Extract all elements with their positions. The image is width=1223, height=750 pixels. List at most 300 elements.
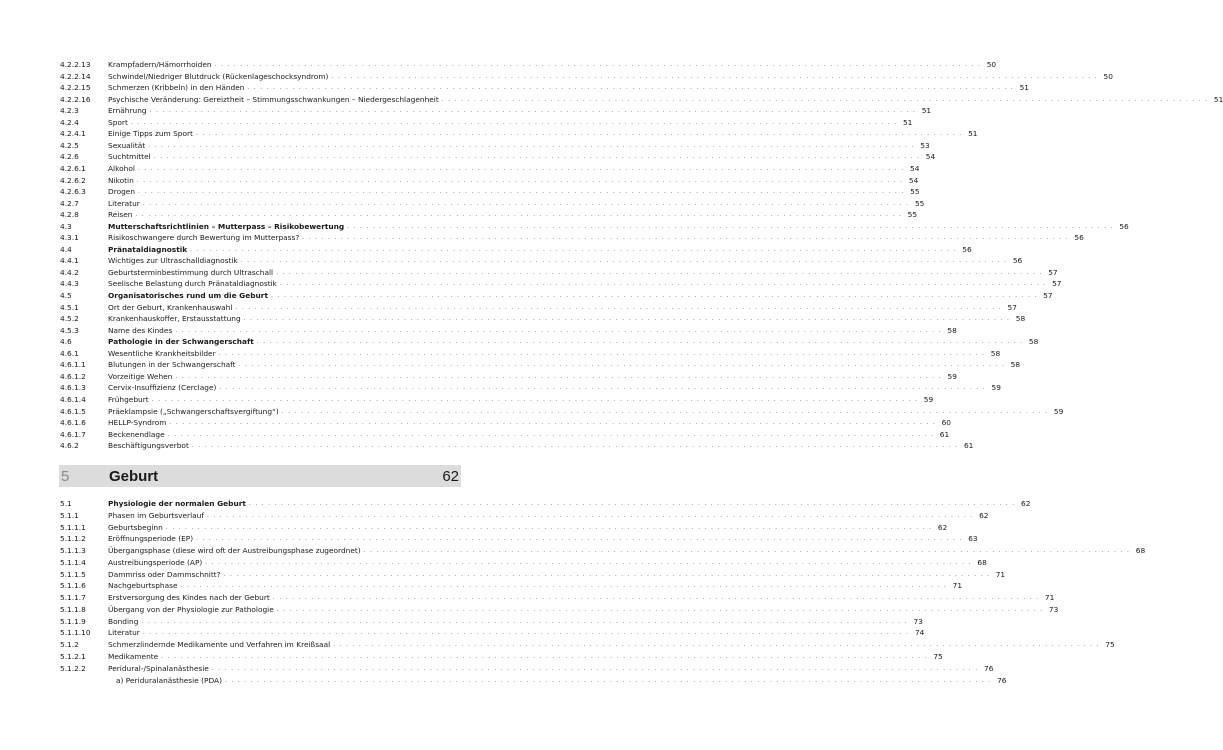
toc-entry-title: Blutungen in der Schwangerschaft <box>108 360 236 370</box>
toc-entry-page: 59 <box>991 383 1001 393</box>
toc-entry-title: Cervix-Insuffizienz (Cerclage) <box>108 383 217 393</box>
toc-entry-number: 4.2.3 <box>60 106 79 116</box>
toc-entry-page: 54 <box>908 175 919 185</box>
toc-entry-title: Beckenendlage <box>108 429 165 439</box>
toc-entry-number: 5.1.1.4 <box>60 557 86 567</box>
toc-entry <box>60 198 925 209</box>
toc-entry-number: 4.4.1 <box>60 256 79 266</box>
toc-entry-page: 54 <box>925 152 936 162</box>
toc-entry-number: 4.2.8 <box>60 210 79 220</box>
toc-entry-page: 54 <box>910 163 920 173</box>
chapter-number: 5 <box>61 467 70 485</box>
dot-leader: . . . . . . . . . . . . . . . . . . . . . . . . . . . . . . . . . . . . . . . . . . . . . . . . . . . . . . . . . . . . . . . . . . . . . . . . . . . . . . . . . . . . . . . . . . . . . . . . . . . . . . . . . . . . . . . . . . . . . . . . <box>151 395 919 403</box>
dot-leader: . . . . . . . . . . . . . . . . . . . . . . . . . . . . . . . . . . . . . . . . . . . . . . . . . . . . . . . . . . . . . . . . . . . . . . . . . . . . . . . . . . . . . . . . . . . . . . . . . . . . . . . . . . . . . . . . . . . . . . . . <box>256 338 1024 346</box>
toc-entry-body <box>108 510 989 521</box>
toc-entry-page: 71 <box>1044 593 1055 603</box>
toc-entry-number: 4.3 <box>60 221 72 231</box>
toc-entry-title: Psychische Veränderung: Gereiztheit – Stimmungsschwankungen – Niedergeschlagenheit <box>108 94 439 104</box>
toc-entry <box>60 371 957 382</box>
toc-entry-body <box>108 210 918 220</box>
toc-entry-page: 50 <box>1103 71 1113 81</box>
toc-entry-page: 74 <box>914 628 925 638</box>
toc-entry <box>60 152 936 162</box>
toc-entry <box>60 256 1023 266</box>
toc-entry-title: Frühgeburt <box>108 394 149 404</box>
chapter-title: Geburt <box>109 467 159 485</box>
toc-entry <box>60 267 1058 278</box>
toc-entry-title: Risikoschwangere durch Bewertung im Mutterpass? <box>108 233 300 243</box>
toc-entry-number: 4.6.1 <box>60 348 79 358</box>
toc-entry-title: Einige Tipps zum Sport <box>108 129 193 139</box>
toc-entry-page: 56 <box>1119 221 1129 231</box>
toc-entry-body <box>108 314 1026 324</box>
toc-entry-page: 51 <box>1019 83 1029 93</box>
toc-entry <box>60 418 951 428</box>
toc-entry-number: 5.1.1.3 <box>60 546 86 556</box>
toc-entry-page: 55 <box>914 198 925 208</box>
toc-entry-body <box>108 534 978 544</box>
toc-entry-title: Physiologie der normalen Geburt <box>108 499 246 508</box>
toc-entry-page: 51 <box>902 117 913 127</box>
chapter-page: 62 <box>442 467 459 485</box>
toc-entry-number: 4.6.1.7 <box>60 429 86 439</box>
toc-entry-body <box>108 371 957 382</box>
toc-entry <box>60 616 923 627</box>
toc-entry-body <box>108 244 972 255</box>
toc-entry-body <box>108 198 925 209</box>
toc-entry-page: 62 <box>937 522 948 532</box>
dot-leader: . . . . . . . . . . . . . . . . . . . . . . . . . . . . . . . . . . . . . . . . . . . . . . . . . . . . . . . . . . . . . . . . . . . . . . . . . . . . . . . . . . . . . . . . . . . . . . . . . . . . . . . . . . . . . . . . . . . . . . . . <box>363 547 1131 555</box>
toc-entry-number: 4.4.3 <box>60 279 79 289</box>
toc-entry <box>60 640 1115 650</box>
toc-entry-page: 56 <box>962 244 972 254</box>
toc-entry-body <box>108 129 978 139</box>
toc-entry-title: Dammriss oder Dammschnitt? <box>108 569 221 579</box>
toc-entry-title: Präeklampsie („Schwangerschaftsvergiftung“) <box>108 406 279 416</box>
toc-entry-body <box>108 593 1055 603</box>
dot-leader: . . . . . . . . . . . . . . . . . . . . . . . . . . . . . . . . . . . . . . . . . . . . . . . . . . . . . . . . . . . . . . . . . . . . . . . . . . . . . . . . . . . . . . . . . . . . . . . . . . . . . . . . . . . . . . . . . . . . . . . . <box>235 303 1002 311</box>
dot-leader: . . . . . . . . . . . . . . . . . . . . . . . . . . . . . . . . . . . . . . . . . . . . . . . . . . . . . . . . . . . . . . . . . . . . . . . . . . . . . . . . . . . . . . . . . . . . . . . . . . . . . . . . . . . . . . . . . . . . . . . . <box>190 245 957 253</box>
toc-entry-number: 4.2.6.1 <box>60 163 86 173</box>
toc-entry <box>60 663 994 674</box>
toc-entry-page: 53 <box>920 140 930 150</box>
toc-entry-body <box>108 569 1006 580</box>
toc-entry-title: Drogen <box>108 187 136 197</box>
toc-entry-title: a) Periduralanästhesie (PDA) <box>116 675 222 685</box>
toc-entry-body <box>116 675 1007 686</box>
toc-entry-number: 4.6.1.5 <box>60 406 86 416</box>
toc-entry-title: Übergang von der Physiologie zur Pathologie <box>108 604 274 614</box>
toc-entry-page: 57 <box>1043 291 1053 300</box>
toc-entry-number: 4.6.1.1 <box>60 360 86 370</box>
toc-entry-number: 4.2.6 <box>60 152 79 162</box>
toc-entry <box>60 302 1017 313</box>
toc-entry-page: 50 <box>986 60 997 69</box>
toc-entry <box>60 593 1055 603</box>
toc-entry-page: 75 <box>1105 640 1115 650</box>
toc-entry-title: Suchtmittel <box>108 152 151 162</box>
dot-leader: . . . . . . . . . . . . . . . . . . . . . . . . . . . . . . . . . . . . . . . . . . . . . . . . . . . . . . . . . . . . . . . . . . . . . . . . . . . . . . . . . . . . . . . . . . . . . . . . . . . . . . . . . . . . . . . . . . . . . . . . <box>271 292 1038 299</box>
toc-entry-page: 51 <box>1213 94 1223 104</box>
dot-leader: . . . . . . . . . . . . . . . . . . . . . . . . . . . . . . . . . . . . . . . . . . . . . . . . . . . . . . . . . . . . . . . . . . . . . . . . . . . . . . . . . . . . . . . . . . . . . . . . . . . . . . . . . . . . . . . . . . . . . . . . <box>281 407 1049 415</box>
toc-entry-title: Schmerzen (Kribbeln) in den Händen <box>108 83 245 93</box>
dot-leader: . . . . . . . . . . . . . . . . . . . . . . . . . . . . . . . . . . . . . . . . . . . . . . . . . . . . . . . . . . . . . . . . . . . . . . . . . . . . . . . . . . . . . . . . . . . . . . . . . . . . . . . . . . . . . . . . . . . . . . . . <box>196 535 963 543</box>
toc-entry-title: Krankenhauskoffer, Erstausstattung <box>108 314 241 324</box>
dot-leader: . . . . . . . . . . . . . . . . . . . . . . . . . . . . . . . . . . . . . . . . . . . . . . . . . . . . . . . . . . . . . . . . . . . . . . . . . . . . . . . . . . . . . . . . . . . . . . . . . . . . . . . . . . . . . . . . . . . . . . . . <box>240 257 1008 265</box>
toc-entry-number: 4.6.1.2 <box>60 371 86 381</box>
toc-entry-body <box>108 71 1113 82</box>
toc-entry <box>60 94 1223 105</box>
toc-entry-body <box>108 302 1017 313</box>
toc-entry-number: 4.2.4 <box>60 117 79 127</box>
dot-leader: . . . . . . . . . . . . . . . . . . . . . . . . . . . . . . . . . . . . . . . . . . . . . . . . . . . . . . . . . . . . . . . . . . . . . . . . . . . . . . . . . . . . . . . . . . . . . . . . . . . . . . . . . . . . . . . . . . . . . . . . <box>175 326 942 334</box>
toc-entry-page: 63 <box>968 534 978 544</box>
toc-entry-page: 76 <box>984 663 994 673</box>
toc-entry-title: Eröffnungsperiode (EP) <box>108 534 194 544</box>
toc-entry-page: 59 <box>947 371 957 381</box>
dot-leader: . . . . . . . . . . . . . . . . . . . . . . . . . . . . . . . . . . . . . . . . . . . . . . . . . . . . . . . . . . . . . . . . . . . . . . . . . . . . . . . . . . . . . . . . . . . . . . . . . . . . . . . . . . . . . . . . . . . . . . . . <box>142 199 910 207</box>
dot-leader: . . . . . . . . . . . . . . . . . . . . . . . . . . . . . . . . . . . . . . . . . . . . . . . . . . . . . . . . . . . . . . . . . . . . . . . . . . . . . . . . . . . . . . . . . . . . . . . . . . . . . . . . . . . . . . . . . . . . . . . . <box>243 315 1011 323</box>
toc-entry-title: Wesentliche Krankheitsbilder <box>108 348 216 358</box>
toc-entry-number: 4.5.3 <box>60 325 79 335</box>
toc-entry-number: 5.1.1.10 <box>60 628 91 638</box>
toc-entry-body <box>108 360 1021 370</box>
dot-leader: . . . . . . . . . . . . . . . . . . . . . . . . . . . . . . . . . . . . . . . . . . . . . . . . . . . . . . . . . . . . . . . . . . . . . . . . . . . . . . . . . . . . . . . . . . . . . . . . . . . . . . . . . . . . . . . . . . . . . . . . <box>214 61 982 68</box>
toc-entry-number: 5.1.1.6 <box>60 581 86 591</box>
toc-entry-page: 58 <box>1015 314 1026 324</box>
toc-entry <box>60 360 1021 370</box>
toc-entry-body <box>108 394 934 405</box>
toc-entry-body <box>108 546 1146 556</box>
dot-leader: . . . . . . . . . . . . . . . . . . . . . . . . . . . . . . . . . . . . . . . . . . . . . . . . . . . . . . . . . . . . . . . . . . . . . . . . . . . . . . . . . . . . . . . . . . . . . . . . . . . . . . . . . . . . . . . . . . . . . . . . <box>137 164 905 172</box>
dot-leader: . . . . . . . . . . . . . . . . . . . . . . . . . . . . . . . . . . . . . . . . . . . . . . . . . . . . . . . . . . . . . . . . . . . . . . . . . . . . . . . . . . . . . . . . . . . . . . . . . . . . . . . . . . . . . . . . . . . . . . . . <box>138 188 905 196</box>
toc-entry-title: Nikotin <box>108 175 134 185</box>
toc-entry-title: Bonding <box>108 616 139 626</box>
toc-entry-body <box>108 499 1031 509</box>
toc-entry-page: 56 <box>1012 256 1023 266</box>
toc-entry-body <box>108 291 1053 301</box>
toc-entry <box>60 429 950 440</box>
toc-entry-body <box>108 616 923 627</box>
dot-leader: . . . . . . . . . . . . . . . . . . . . . . . . . . . . . . . . . . . . . . . . . . . . . . . . . . . . . . . . . . . . . . . . . . . . . . . . . . . . . . . . . . . . . . . . . . . . . . . . . . . . . . . . . . . . . . . . . . . . . . . . <box>167 430 935 438</box>
toc-entry-body <box>108 429 950 440</box>
toc-entry-body <box>108 279 1062 289</box>
toc-entry-page: 55 <box>907 210 918 220</box>
toc-entry-body <box>108 140 930 151</box>
toc-entry-number: 4.6.1.4 <box>60 394 86 404</box>
dot-leader: . . . . . . . . . . . . . . . . . . . . . . . . . . . . . . . . . . . . . . . . . . . . . . . . . . . . . . . . . . . . . . . . . . . . . . . . . . . . . . . . . . . . . . . . . . . . . . . . . . . . . . . . . . . . . . . . . . . . . . . . <box>165 523 933 531</box>
toc-entry-title: Seelische Belastung durch Pränataldiagnostik <box>108 279 277 289</box>
toc-entry-page: 68 <box>1135 546 1146 556</box>
toc-entry <box>60 675 1007 686</box>
toc-entry-page: 73 <box>913 616 923 626</box>
toc-entry-title: Mutterschaftsrichtlinien – Mutterpass – Risikobewertung <box>108 221 345 231</box>
dot-leader: . . . . . . . . . . . . . . . . . . . . . . . . . . . . . . . . . . . . . . . . . . . . . . . . . . . . . . . . . . . . . . . . . . . . . . . . . . . . . . . . . . . . . . . . . . . . . . . . . . . . . . . . . . . . . . . . . . . . . . . . <box>136 176 904 184</box>
dot-leader: . . . . . . . . . . . . . . . . . . . . . . . . . . . . . . . . . . . . . . . . . . . . . . . . . . . . . . . . . . . . . . . . . . . . . . . . . . . . . . . . . . . . . . . . . . . . . . . . . . . . . . . . . . . . . . . . . . . . . . . . <box>331 72 1098 80</box>
dot-leader: . . . . . . . . . . . . . . . . . . . . . . . . . . . . . . . . . . . . . . . . . . . . . . . . . . . . . . . . . . . . . . . . . . . . . . . . . . . . . . . . . . . . . . . . . . . . . . . . . . . . . . . . . . . . . . . . . . . . . . . . <box>224 676 992 684</box>
dot-leader: . . . . . . . . . . . . . . . . . . . . . . . . . . . . . . . . . . . . . . . . . . . . . . . . . . . . . . . . . . . . . . . . . . . . . . . . . . . . . . . . . . . . . . . . . . . . . . . . . . . . . . . . . . . . . . . . . . . . . . . . <box>333 641 1100 649</box>
toc-entry-body <box>108 60 997 70</box>
toc-entry-body <box>108 256 1023 266</box>
toc-entry <box>60 581 963 591</box>
toc-entry <box>60 187 920 197</box>
toc-entry-number: 4.2.2.14 <box>60 71 91 81</box>
toc-entry <box>60 522 948 533</box>
dot-leader: . . . . . . . . . . . . . . . . . . . . . . . . . . . . . . . . . . . . . . . . . . . . . . . . . . . . . . . . . . . . . . . . . . . . . . . . . . . . . . . . . . . . . . . . . . . . . . . . . . . . . . . . . . . . . . . . . . . . . . . . <box>205 558 972 566</box>
toc-entry-title: Literatur <box>108 628 140 638</box>
toc-entry-body <box>108 581 963 591</box>
dot-leader: . . . . . . . . . . . . . . . . . . . . . . . . . . . . . . . . . . . . . . . . . . . . . . . . . . . . . . . . . . . . . . . . . . . . . . . . . . . . . . . . . . . . . . . . . . . . . . . . . . . . . . . . . . . . . . . . . . . . . . . . <box>149 107 917 115</box>
toc-entry <box>60 244 972 255</box>
toc-entry-number: 4.2.5 <box>60 140 79 150</box>
dot-leader: . . . . . . . . . . . . . . . . . . . . . . . . . . . . . . . . . . . . . . . . . . . . . . . . . . . . . . . . . . . . . . . . . . . . . . . . . . . . . . . . . . . . . . . . . . . . . . . . . . . . . . . . . . . . . . . . . . . . . . . . <box>148 141 915 149</box>
dot-leader: . . . . . . . . . . . . . . . . . . . . . . . . . . . . . . . . . . . . . . . . . . . . . . . . . . . . . . . . . . . . . . . . . . . . . . . . . . . . . . . . . . . . . . . . . . . . . . . . . . . . . . . . . . . . . . . . . . . . . . . . <box>276 268 1043 276</box>
toc-entry-page: 57 <box>1007 302 1017 312</box>
toc-entry <box>60 557 987 568</box>
toc-entry-title: Geburtsterminbestimmung durch Ultraschall <box>108 267 274 277</box>
toc-entry-page: 75 <box>933 652 943 661</box>
toc-entry-title: Name des Kindes <box>108 325 173 335</box>
toc-entry-title: Peridural-/Spinalanästhesie <box>108 663 209 673</box>
toc-entry-body <box>108 221 1129 232</box>
toc-entry-body <box>108 152 936 162</box>
toc-entry-title: Beschäftigungsverbot <box>108 441 189 451</box>
toc-entry-title: Literatur <box>108 198 140 208</box>
dot-leader: . . . . . . . . . . . . . . . . . . . . . . . . . . . . . . . . . . . . . . . . . . . . . . . . . . . . . . . . . . . . . . . . . . . . . . . . . . . . . . . . . . . . . . . . . . . . . . . . . . . . . . . . . . . . . . . . . . . . . . . . <box>141 617 908 625</box>
dot-leader: . . . . . . . . . . . . . . . . . . . . . . . . . . . . . . . . . . . . . . . . . . . . . . . . . . . . . . . . . . . . . . . . . . . . . . . . . . . . . . . . . . . . . . . . . . . . . . . . . . . . . . . . . . . . . . . . . . . . . . . . <box>347 222 1114 230</box>
toc-entry-number: 4.6 <box>60 337 72 347</box>
toc-entry-number: 5.1.1.7 <box>60 593 86 603</box>
toc-entry <box>60 314 1026 324</box>
toc-entry <box>60 652 943 662</box>
toc-entry-body <box>108 383 1001 393</box>
toc-entry-number: 4.5.2 <box>60 314 79 324</box>
toc-entry <box>60 383 1001 393</box>
toc-entry-page: 60 <box>941 418 951 428</box>
dot-leader: . . . . . . . . . . . . . . . . . . . . . . . . . . . . . . . . . . . . . . . . . . . . . . . . . . . . . . . . . . . . . . . . . . . . . . . . . . . . . . . . . . . . . . . . . . . . . . . . . . . . . . . . . . . . . . . . . . . . . . . . <box>279 280 1047 288</box>
dot-leader: . . . . . . . . . . . . . . . . . . . . . . . . . . . . . . . . . . . . . . . . . . . . . . . . . . . . . . . . . . . . . . . . . . . . . . . . . . . . . . . . . . . . . . . . . . . . . . . . . . . . . . . . . . . . . . . . . . . . . . . . <box>276 605 1044 613</box>
toc-entry-number: 5.1.1.5 <box>60 569 86 579</box>
toc-entry-body <box>108 187 920 197</box>
toc-entry-page: 57 <box>1052 279 1062 289</box>
dot-leader: . . . . . . . . . . . . . . . . . . . . . . . . . . . . . . . . . . . . . . . . . . . . . . . . . . . . . . . . . . . . . . . . . . . . . . . . . . . . . . . . . . . . . . . . . . . . . . . . . . . . . . . . . . . . . . . . . . . . . . . . <box>130 118 898 126</box>
toc-entry-title: Wichtiges zur Ultraschalldiagnostik <box>108 256 238 266</box>
toc-entry <box>60 175 919 186</box>
toc-entry-number: 4.3.1 <box>60 233 79 243</box>
dot-leader: . . . . . . . . . . . . . . . . . . . . . . . . . . . . . . . . . . . . . . . . . . . . . . . . . . . . . . . . . . . . . . . . . . . . . . . . . . . . . . . . . . . . . . . . . . . . . . . . . . . . . . . . . . . . . . . . . . . . . . . . <box>248 500 1016 507</box>
toc-entry-title: Ernährung <box>108 106 147 116</box>
toc-entry-body <box>108 663 994 674</box>
toc-entry-body <box>108 406 1064 417</box>
toc-entry-page: 58 <box>1028 337 1039 347</box>
toc-entry-page: 59 <box>923 394 934 404</box>
dot-leader: . . . . . . . . . . . . . . . . . . . . . . . . . . . . . . . . . . . . . . . . . . . . . . . . . . . . . . . . . . . . . . . . . . . . . . . . . . . . . . . . . . . . . . . . . . . . . . . . . . . . . . . . . . . . . . . . . . . . . . . . <box>175 372 942 380</box>
toc-entry-page: 61 <box>963 441 974 451</box>
dot-leader: . . . . . . . . . . . . . . . . . . . . . . . . . . . . . . . . . . . . . . . . . . . . . . . . . . . . . . . . . . . . . . . . . . . . . . . . . . . . . . . . . . . . . . . . . . . . . . . . . . . . . . . . . . . . . . . . . . . . . . . . <box>153 153 921 161</box>
toc-entry <box>60 348 1001 359</box>
dot-leader: . . . . . . . . . . . . . . . . . . . . . . . . . . . . . . . . . . . . . . . . . . . . . . . . . . . . . . . . . . . . . . . . . . . . . . . . . . . . . . . . . . . . . . . . . . . . . . . . . . . . . . . . . . . . . . . . . . . . . . . . <box>441 95 1209 103</box>
toc-entry <box>60 117 913 128</box>
toc-entry-page: 56 <box>1074 233 1084 243</box>
dot-leader: . . . . . . . . . . . . . . . . . . . . . . . . . . . . . . . . . . . . . . . . . . . . . . . . . . . . . . . . . . . . . . . . . . . . . . . . . . . . . . . . . . . . . . . . . . . . . . . . . . . . . . . . . . . . . . . . . . . . . . . . <box>195 130 963 138</box>
toc-entry-body <box>108 628 925 638</box>
dot-leader: . . . . . . . . . . . . . . . . . . . . . . . . . . . . . . . . . . . . . . . . . . . . . . . . . . . . . . . . . . . . . . . . . . . . . . . . . . . . . . . . . . . . . . . . . . . . . . . . . . . . . . . . . . . . . . . . . . . . . . . . <box>142 629 910 637</box>
toc-entry-title: Organisatorisches rund um die Geburt <box>108 291 268 300</box>
toc-entry-title: HELLP-Syndrom <box>108 418 167 428</box>
toc-entry-title: Reisen <box>108 210 133 220</box>
toc-entry-body <box>108 233 1084 243</box>
toc-entry-number: 4.6.2 <box>60 441 79 451</box>
toc-entry-body <box>108 267 1058 278</box>
toc-entry-body <box>108 348 1001 359</box>
toc-entry <box>60 337 1039 347</box>
dot-leader: . . . . . . . . . . . . . . . . . . . . . . . . . . . . . . . . . . . . . . . . . . . . . . . . . . . . . . . . . . . . . . . . . . . . . . . . . . . . . . . . . . . . . . . . . . . . . . . . . . . . . . . . . . . . . . . . . . . . . . . . <box>272 594 1040 602</box>
toc-entry-title: Schmerzlindernde Medikamente und Verfahren im Kreißsaal <box>108 640 331 650</box>
toc-entry-body <box>108 640 1115 650</box>
toc-entry-number: 4.2.7 <box>60 198 79 208</box>
toc-entry <box>60 394 934 405</box>
toc-entry <box>60 406 1064 417</box>
toc-entry-page: 58 <box>990 348 1001 358</box>
toc-entry-title: Vorzeitige Wehen <box>108 371 173 381</box>
toc-entry-number: 4.4 <box>60 244 72 254</box>
dot-leader: . . . . . . . . . . . . . . . . . . . . . . . . . . . . . . . . . . . . . . . . . . . . . . . . . . . . . . . . . . . . . . . . . . . . . . . . . . . . . . . . . . . . . . . . . . . . . . . . . . . . . . . . . . . . . . . . . . . . . . . . <box>206 511 974 519</box>
toc-entry <box>60 60 997 70</box>
toc-entry <box>60 279 1062 289</box>
dot-leader: . . . . . . . . . . . . . . . . . . . . . . . . . . . . . . . . . . . . . . . . . . . . . . . . . . . . . . . . . . . . . . . . . . . . . . . . . . . . . . . . . . . . . . . . . . . . . . . . . . . . . . . . . . . . . . . . . . . . . . . . <box>223 570 991 578</box>
toc-entry-number: 4.2.2.13 <box>60 60 91 69</box>
toc-entry-number: 5.1.2.1 <box>60 652 86 661</box>
toc-entry-body <box>108 522 948 533</box>
toc-entry-number: 5.1.1.8 <box>60 604 86 614</box>
dot-leader: . . . . . . . . . . . . . . . . . . . . . . . . . . . . . . . . . . . . . . . . . . . . . . . . . . . . . . . . . . . . . . . . . . . . . . . . . . . . . . . . . . . . . . . . . . . . . . . . . . . . . . . . . . . . . . . . . . . . . . . . <box>238 361 1006 369</box>
dot-leader: . . . . . . . . . . . . . . . . . . . . . . . . . . . . . . . . . . . . . . . . . . . . . . . . . . . . . . . . . . . . . . . . . . . . . . . . . . . . . . . . . . . . . . . . . . . . . . . . . . . . . . . . . . . . . . . . . . . . . . . . <box>211 664 979 672</box>
toc-entry-number: 4.2.6.2 <box>60 175 86 185</box>
toc-entry-number: 5.1.1 <box>60 510 79 520</box>
dot-leader: . . . . . . . . . . . . . . . . . . . . . . . . . . . . . . . . . . . . . . . . . . . . . . . . . . . . . . . . . . . . . . . . . . . . . . . . . . . . . . . . . . . . . . . . . . . . . . . . . . . . . . . . . . . . . . . . . . . . . . . . <box>169 419 936 427</box>
dot-leader: . . . . . . . . . . . . . . . . . . . . . . . . . . . . . . . . . . . . . . . . . . . . . . . . . . . . . . . . . . . . . . . . . . . . . . . . . . . . . . . . . . . . . . . . . . . . . . . . . . . . . . . . . . . . . . . . . . . . . . . . <box>247 84 1014 92</box>
toc-entry <box>60 325 957 336</box>
toc-entry-title: Pathologie in der Schwangerschaft <box>108 337 254 347</box>
dot-leader: . . . . . . . . . . . . . . . . . . . . . . . . . . . . . . . . . . . . . . . . . . . . . . . . . . . . . . . . . . . . . . . . . . . . . . . . . . . . . . . . . . . . . . . . . . . . . . . . . . . . . . . . . . . . . . . . . . . . . . . . <box>180 582 948 590</box>
toc-entry <box>60 83 1029 93</box>
dot-leader: . . . . . . . . . . . . . . . . . . . . . . . . . . . . . . . . . . . . . . . . . . . . . . . . . . . . . . . . . . . . . . . . . . . . . . . . . . . . . . . . . . . . . . . . . . . . . . . . . . . . . . . . . . . . . . . . . . . . . . . . <box>219 384 986 392</box>
toc-entry-number: 5.1.2.2 <box>60 663 86 673</box>
toc-entry <box>60 71 1113 82</box>
toc-entry <box>60 499 1031 509</box>
toc-entry-body <box>108 557 987 568</box>
toc-entry-number: 4.5.1 <box>60 302 79 312</box>
toc-entry-body <box>108 94 1223 105</box>
toc-entry-body <box>108 106 932 116</box>
toc-entry <box>60 534 978 544</box>
toc-entry <box>60 163 920 174</box>
toc-entry-page: 71 <box>952 581 963 591</box>
dot-leader: . . . . . . . . . . . . . . . . . . . . . . . . . . . . . . . . . . . . . . . . . . . . . . . . . . . . . . . . . . . . . . . . . . . . . . . . . . . . . . . . . . . . . . . . . . . . . . . . . . . . . . . . . . . . . . . . . . . . . . . . <box>191 442 959 450</box>
toc-entry-body <box>108 175 919 186</box>
toc-entry-page: 61 <box>939 429 950 439</box>
toc-entry-page: 62 <box>979 510 989 520</box>
toc-entry <box>60 140 930 151</box>
toc-entry <box>60 106 932 116</box>
toc-entry-number: 4.4.2 <box>60 267 79 277</box>
toc-entry <box>60 441 974 451</box>
toc-entry-title: Sexualität <box>108 140 146 150</box>
toc-entry-page: 71 <box>995 569 1006 579</box>
toc-entry-body <box>108 163 920 174</box>
toc-entry-page: 76 <box>997 675 1007 685</box>
toc-entry-body <box>108 418 951 428</box>
dot-leader: . . . . . . . . . . . . . . . . . . . . . . . . . . . . . . . . . . . . . . . . . . . . . . . . . . . . . . . . . . . . . . . . . . . . . . . . . . . . . . . . . . . . . . . . . . . . . . . . . . . . . . . . . . . . . . . . . . . . . . . . <box>302 234 1069 242</box>
toc-entry-page: 59 <box>1053 406 1064 416</box>
toc-entry-title: Austreibungsperiode (AP) <box>108 557 203 567</box>
toc-entry-page: 58 <box>1010 360 1021 370</box>
toc-entry-number: 4.2.4.1 <box>60 129 86 139</box>
toc-entry-number: 4.2.6.3 <box>60 187 86 197</box>
toc-entry-page: 51 <box>968 129 978 139</box>
toc-entry-title: Nachgeburtsphase <box>108 581 178 591</box>
toc-entry <box>60 569 1006 580</box>
toc-entry <box>60 291 1053 301</box>
toc-entry-page: 57 <box>1048 267 1058 277</box>
toc-entry <box>60 221 1129 232</box>
toc-entry-title: Krampfadern/Hämorrhoiden <box>108 60 212 69</box>
dot-leader: . . . . . . . . . . . . . . . . . . . . . . . . . . . . . . . . . . . . . . . . . . . . . . . . . . . . . . . . . . . . . . . . . . . . . . . . . . . . . . . . . . . . . . . . . . . . . . . . . . . . . . . . . . . . . . . . . . . . . . . . <box>135 211 903 219</box>
toc-entry-page: 68 <box>977 557 987 567</box>
toc-entry-title: Erstversorgung des Kindes nach der Geburt <box>108 593 270 603</box>
toc-entry-number: 5.1.1.2 <box>60 534 86 544</box>
chapter-heading <box>59 465 461 487</box>
toc-entry-number: 4.5 <box>60 291 72 300</box>
toc-entry-title: Medikamente <box>108 652 159 661</box>
toc-entry-title: Pränataldiagnostik <box>108 244 188 254</box>
toc-entry-title: Ort der Geburt, Krankenhauswahl <box>108 302 233 312</box>
toc-entry-number: 4.6.1.6 <box>60 418 86 428</box>
toc-entry-page: 58 <box>947 325 957 335</box>
toc-entry-body <box>108 337 1039 347</box>
dot-leader: . . . . . . . . . . . . . . . . . . . . . . . . . . . . . . . . . . . . . . . . . . . . . . . . . . . . . . . . . . . . . . . . . . . . . . . . . . . . . . . . . . . . . . . . . . . . . . . . . . . . . . . . . . . . . . . . . . . . . . . . <box>218 349 986 357</box>
toc-entry-page: 55 <box>910 187 920 197</box>
toc-entry-title: Geburtsbeginn <box>108 522 163 532</box>
toc-entry-title: Sport <box>108 117 128 127</box>
toc-entry-body <box>108 117 913 128</box>
toc-entry <box>60 604 1059 615</box>
toc-entry <box>60 129 978 139</box>
toc-entry-page: 73 <box>1048 604 1059 614</box>
toc-entry-number: 5.1.1.9 <box>60 616 86 626</box>
toc-entry-title: Alkohol <box>108 163 135 173</box>
toc-entry-number: 5.1 <box>60 499 72 508</box>
toc-entry-title: Übergangsphase (diese wird oft der Austreibungsphase zugeordnet) <box>108 546 361 556</box>
toc-entry-title: Phasen im Geburtsverlauf <box>108 510 204 520</box>
toc-entry-page: 51 <box>921 106 932 116</box>
toc-entry-body <box>108 604 1059 615</box>
toc-entry <box>60 546 1146 556</box>
toc-entry-number: 5.1.2 <box>60 640 79 650</box>
toc-entry <box>60 510 989 521</box>
toc-entry <box>60 233 1084 243</box>
toc-entry-title: Schwindel/Niedriger Blutdruck (Rückenlageschocksyndrom) <box>108 71 329 81</box>
dot-leader: . . . . . . . . . . . . . . . . . . . . . . . . . . . . . . . . . . . . . . . . . . . . . . . . . . . . . . . . . . . . . . . . . . . . . . . . . . . . . . . . . . . . . . . . . . . . . . . . . . . . . . . . . . . . . . . . . . . . . . . . <box>161 653 928 660</box>
toc-entry-page: 62 <box>1021 499 1031 508</box>
toc-entry-body <box>108 652 943 662</box>
toc-entry-body <box>108 83 1029 93</box>
toc-entry-body <box>108 325 957 336</box>
toc-entry-body <box>108 441 974 451</box>
toc-entry-number: 5.1.1.1 <box>60 522 86 532</box>
toc-entry-number: 4.6.1.3 <box>60 383 86 393</box>
toc-entry-number: 4.2.2.16 <box>60 94 91 104</box>
